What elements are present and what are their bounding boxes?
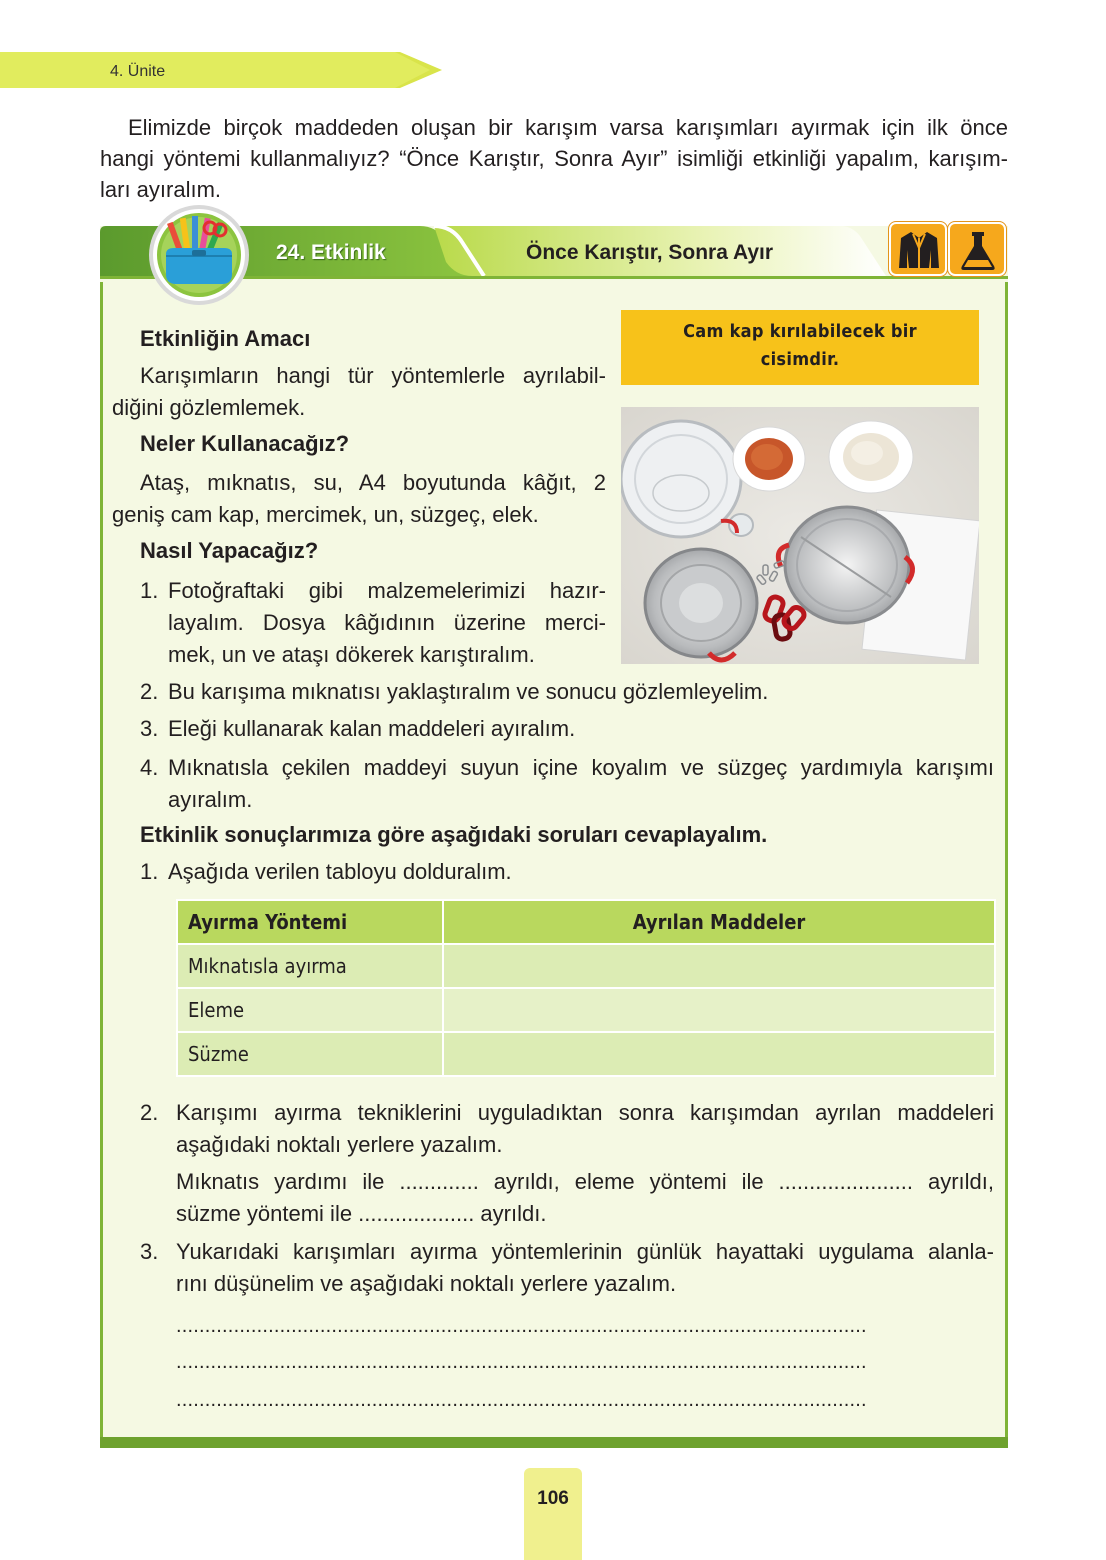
table-cell-method: Eleme bbox=[177, 988, 443, 1032]
warning-line: Cam kap kırılabilecek bir bbox=[683, 321, 917, 342]
step-number: 4. bbox=[140, 755, 159, 780]
step-text: Mıknatısla çekilen maddeyi suyun içine koyalım ve süzgeç yardımıyla karışımı bbox=[168, 755, 994, 780]
how-heading: Nasıl Yapacağız? bbox=[140, 538, 319, 563]
table-header-row bbox=[177, 900, 995, 944]
step-text: mek, un ve ataşı dökerek karıştıralım. bbox=[168, 642, 535, 667]
answer-dotted-line[interactable]: ........................................................................................................................ bbox=[176, 1316, 867, 1336]
answer-dotted-line[interactable]: ........................................................................................................................ bbox=[176, 1390, 867, 1410]
safety-warning-note bbox=[621, 310, 979, 385]
question-number: 3. bbox=[140, 1239, 159, 1264]
step-number: 2. bbox=[140, 679, 159, 704]
table-row bbox=[177, 988, 995, 1032]
table-cell-method: Süzme bbox=[177, 1032, 443, 1076]
question-text: aşağıdaki noktalı yerlere yazalım. bbox=[176, 1132, 503, 1157]
table-cell-answer[interactable] bbox=[443, 988, 995, 1032]
warning-line: cisimdir. bbox=[760, 349, 840, 370]
materials-text: geniş cam kap, mercimek, un, süzgeç, elek. bbox=[112, 502, 539, 527]
step-text: layalım. Dosya kâğıdının üzerine merci- bbox=[168, 610, 606, 635]
materials-photo bbox=[621, 407, 979, 664]
activity-title: Önce Karıştır, Sonra Ayır bbox=[526, 241, 774, 264]
unit-label: 4. Ünite bbox=[110, 63, 166, 80]
table-row bbox=[177, 1032, 995, 1076]
step-text: Fotoğraftaki gibi malzemelerimizi hazır- bbox=[168, 578, 606, 603]
fill-in-blank-line[interactable]: süzme yöntemi ile ................... ayrıldı. bbox=[176, 1201, 547, 1226]
step-text: Bu karışıma mıknatısı yaklaştıralım ve sonucu gözlemleyelim. bbox=[168, 679, 769, 704]
question-text: Karışımı ayırma tekniklerini uyguladıktan sonra karışımdan ayrılan maddeleri bbox=[176, 1100, 994, 1125]
page-number: 106 bbox=[537, 1488, 569, 1509]
intro-line: ları ayıralım. bbox=[100, 177, 222, 202]
question-number: 1. bbox=[140, 859, 159, 884]
intro-paragraph bbox=[100, 112, 1008, 205]
activity-number: 24. Etkinlik bbox=[276, 241, 386, 264]
flask-icon bbox=[948, 222, 1006, 276]
question-number: 2. bbox=[140, 1100, 159, 1125]
question-text: Aşağıda verilen tabloyu dolduralım. bbox=[168, 859, 512, 884]
purpose-heading: Etkinliğin Amacı bbox=[140, 326, 311, 351]
pencil-case-badge-icon bbox=[148, 204, 250, 306]
table-cell-answer[interactable] bbox=[443, 1032, 995, 1076]
question-text: rını düşünelim ve aşağıdaki noktalı yerlere yazalım. bbox=[176, 1271, 677, 1296]
intro-line: hangi yöntemi kullanmalıyız? “Önce Karıştır, Sonra Ayır” isimliği etkinliği yapalım, karışım- bbox=[100, 146, 1008, 171]
page-number-tab bbox=[524, 1468, 582, 1560]
purpose-text: diğini gözlemlemek. bbox=[112, 395, 306, 420]
answer-dotted-line[interactable]: ........................................................................................................................ bbox=[176, 1352, 867, 1372]
intro-line: Elimizde birçok maddeden oluşan bir karışım varsa karışımları ayırmak için ilk önce bbox=[128, 115, 1008, 140]
lab-coat-icon bbox=[889, 222, 947, 276]
table-cell-method: Mıknatısla ayırma bbox=[177, 944, 443, 988]
step-text: ayıralım. bbox=[168, 787, 253, 812]
step-text: Eleği kullanarak kalan maddeleri ayıralım. bbox=[168, 716, 576, 741]
question-text: Yukarıdaki karışımları ayırma yöntemlerinin günlük hayattaki uygulama alanla- bbox=[176, 1239, 994, 1264]
results-heading: Etkinlik sonuçlarımıza göre aşağıdaki soruları cevaplayalım. bbox=[140, 822, 768, 847]
table-header: Ayrılan Maddeler bbox=[443, 900, 995, 944]
fill-in-blank-line[interactable]: Mıknatıs yardımı ile ............. ayrıldı, eleme yöntemi ile ...................... ayrıldı, bbox=[176, 1169, 994, 1194]
purpose-text: Karışımların hangi tür yöntemlerle ayrılabil- bbox=[140, 363, 606, 388]
table-cell-answer[interactable] bbox=[443, 944, 995, 988]
step-number: 1. bbox=[140, 578, 159, 603]
table-header: Ayırma Yöntemi bbox=[177, 900, 443, 944]
materials-text: Ataş, mıknatıs, su, A4 boyutunda kâğıt, 2 bbox=[140, 470, 606, 495]
materials-heading: Neler Kullanacağız? bbox=[140, 431, 350, 456]
step-number: 3. bbox=[140, 716, 159, 741]
table-row bbox=[177, 944, 995, 988]
separation-table bbox=[176, 899, 996, 1077]
activity-box-bottom-bar bbox=[100, 1437, 1008, 1448]
unit-banner bbox=[0, 52, 442, 88]
